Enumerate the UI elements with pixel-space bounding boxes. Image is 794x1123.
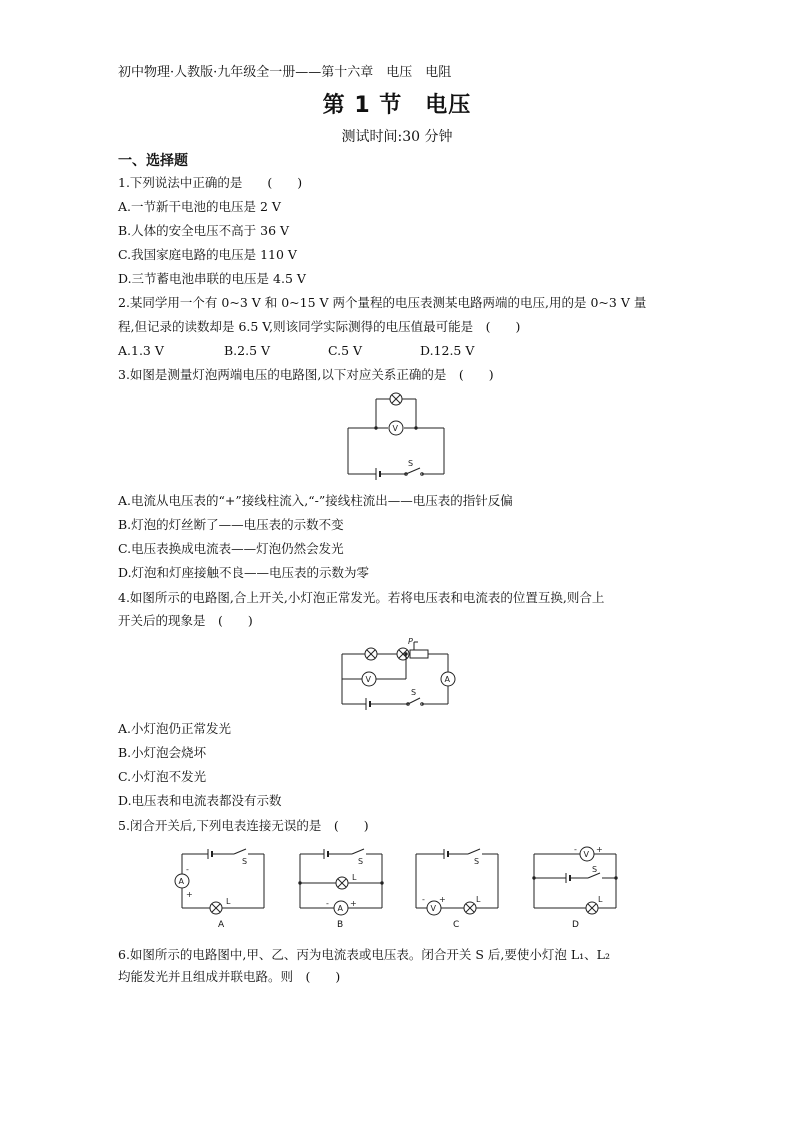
q3-option-a: A.电流从电压表的“+”接线柱流入,“-”接线柱流出——电压表的指针反偏 <box>118 493 513 508</box>
svg-text:P: P <box>408 637 413 646</box>
svg-text:A: A <box>178 877 184 886</box>
q4-option-d: D.电压表和电流表都没有示数 <box>118 793 282 808</box>
q5-caption-d: D <box>572 920 579 930</box>
q3-option-c: C.电压表换成电流表——灯泡仍然会发光 <box>118 541 344 556</box>
q2-option-d: D.12.5 V <box>420 343 475 358</box>
q6-stem-line2: 均能发光并且组成并联电路。则 ( ) <box>118 969 341 984</box>
q6-stem-line1: 6.如图所示的电路图中,甲、乙、丙为电流表或电压表。闭合开关 S 后,要使小灯泡 L₁、L₂ <box>118 947 610 962</box>
svg-text:-: - <box>326 899 329 908</box>
q5-circuit-b <box>294 846 388 914</box>
svg-text:S: S <box>411 688 417 697</box>
svg-text:V: V <box>430 904 436 913</box>
svg-text:-: - <box>422 895 425 904</box>
q3-option-d: D.灯泡和灯座接触不良——电压表的示数为零 <box>118 565 370 580</box>
q5-circuit-d <box>528 846 622 914</box>
q4-stem-line1: 4.如图所示的电路图,合上开关,小灯泡正常发光。若将电压表和电流表的位置互换,则合上 <box>118 590 605 605</box>
q5-caption-c: C <box>453 920 460 930</box>
svg-text:+: + <box>350 899 357 908</box>
q1-option-b: B.人体的安全电压不高于 36 V <box>118 223 290 238</box>
section-heading: 一、选择题 <box>118 153 188 169</box>
svg-text:-: - <box>574 845 577 854</box>
svg-text:V: V <box>365 675 371 684</box>
svg-text:S: S <box>474 857 480 866</box>
svg-text:+: + <box>186 890 193 899</box>
q4-option-a: A.小灯泡仍正常发光 <box>118 721 232 736</box>
q3-circuit-diagram <box>340 390 452 480</box>
svg-text:A: A <box>337 904 343 913</box>
svg-text:+: + <box>439 895 446 904</box>
svg-text:+: + <box>596 845 603 854</box>
q4-option-c: C.小灯泡不发光 <box>118 769 207 784</box>
svg-text:S: S <box>242 857 248 866</box>
svg-text:A: A <box>444 675 450 684</box>
page-header: 初中物理·人教版·九年级全一册——第十六章 电压 电阻 <box>118 65 452 80</box>
test-time: 测试时间:30 分钟 <box>341 129 453 145</box>
q2-option-c: C.5 V <box>328 343 363 358</box>
svg-text:L: L <box>226 897 231 906</box>
q1-option-c: C.我国家庭电路的电压是 110 V <box>118 247 297 262</box>
svg-text:S: S <box>408 459 414 468</box>
q3-stem: 3.如图是测量灯泡两端电压的电路图,以下对应关系正确的是 ( ) <box>118 367 494 382</box>
svg-text:S: S <box>358 857 364 866</box>
q1-option-a: A.一节新干电池的电压是 2 V <box>118 199 281 214</box>
svg-text:V: V <box>392 424 398 433</box>
page-title: 第 1 节 电压 <box>322 93 472 118</box>
q1-option-d: D.三节蓄电池串联的电压是 4.5 V <box>118 271 306 286</box>
svg-text:L: L <box>352 873 357 882</box>
q2-stem-line2: 程,但记录的读数却是 6.5 V,则该同学实际测得的电压值最可能是 ( ) <box>118 319 521 334</box>
q5-caption-b: B <box>337 920 344 930</box>
rheostat-icon <box>410 650 428 658</box>
q2-stem-line1: 2.某同学用一个有 0~3 V 和 0~15 V 两个量程的电压表测某电路两端的电压,用的是 0~3 V 量 <box>118 295 647 310</box>
q1-stem: 1.下列说法中正确的是 ( ) <box>118 175 303 190</box>
svg-text:L: L <box>476 895 481 904</box>
svg-text:-: - <box>186 865 189 874</box>
q5-circuit-c <box>410 846 504 914</box>
q5-circuit-a <box>176 846 270 914</box>
q4-stem-line2: 开关后的现象是 ( ) <box>118 613 253 628</box>
q3-option-b: B.灯泡的灯丝断了——电压表的示数不变 <box>118 517 344 532</box>
svg-text:L: L <box>598 895 603 904</box>
svg-text:S: S <box>592 865 598 874</box>
q4-option-b: B.小灯泡会烧坏 <box>118 745 207 760</box>
svg-text:V: V <box>583 850 589 859</box>
q4-circuit-diagram <box>336 636 460 710</box>
q2-option-b: B.2.5 V <box>224 343 271 358</box>
q5-stem: 5.闭合开关后,下列电表连接无误的是 ( ) <box>118 818 369 833</box>
q5-caption-a: A <box>218 920 225 930</box>
q2-option-a: A.1.3 V <box>118 343 164 358</box>
